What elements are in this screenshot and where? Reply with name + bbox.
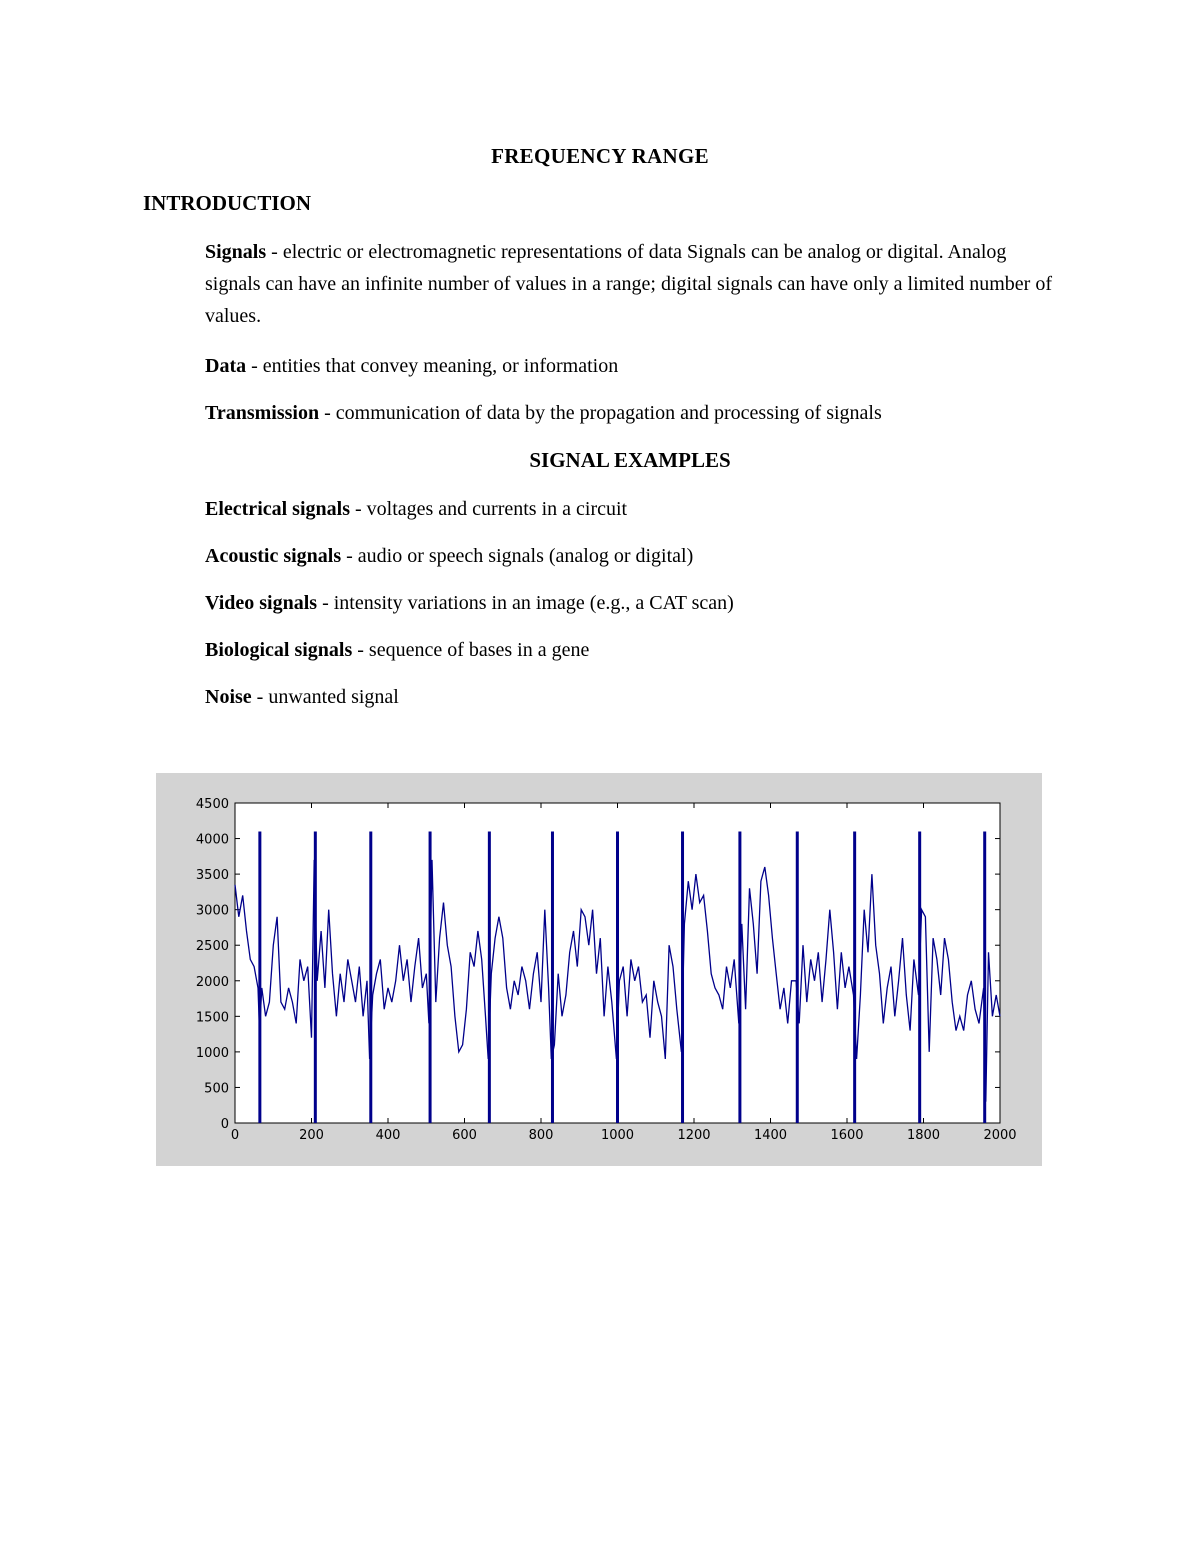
- x-tick-label: 2000: [983, 1128, 1017, 1143]
- x-tick-label: 600: [452, 1128, 477, 1143]
- y-tick-label: 4000: [195, 832, 229, 848]
- biological-text: - sequence of bases in a gene: [352, 639, 590, 661]
- signals-text: - electric or electromagnetic representations of data Signals can be analog or digital. Analog signals can have an infinite number of values in a range; digital signals can have only a limited number of values.: [205, 241, 1052, 327]
- y-tick-label: 500: [204, 1081, 229, 1097]
- signal-chart-figure: [156, 773, 1042, 1166]
- y-tick-label: 0: [220, 1117, 229, 1132]
- biological-term: Biological signals: [205, 639, 353, 661]
- y-tick-label: 3000: [195, 903, 229, 919]
- y-tick-label: 3500: [195, 868, 229, 884]
- data-term: Data: [205, 355, 247, 377]
- acoustic-term: Acoustic signals: [205, 545, 342, 567]
- video-term: Video signals: [205, 592, 318, 614]
- transmission-term: Transmission: [205, 402, 320, 424]
- y-tick-label: 2500: [195, 939, 229, 955]
- x-tick-label: 1800: [906, 1128, 941, 1143]
- signal-examples-heading: SIGNAL EXAMPLES: [529, 448, 731, 472]
- data-text: - entities that convey meaning, or information: [246, 355, 619, 377]
- signal-chart: [156, 773, 1042, 1166]
- y-tick-label: 2000: [195, 974, 229, 990]
- y-tick-label: 1500: [195, 1010, 229, 1026]
- x-tick-label: 0: [230, 1128, 240, 1143]
- y-tick-label: 1000: [195, 1045, 229, 1061]
- transmission-definition: [205, 397, 1065, 429]
- x-tick-label: 400: [375, 1128, 401, 1143]
- signals-definition: [205, 236, 1065, 332]
- x-tick-label: 1000: [600, 1128, 635, 1143]
- biological-signals-item: [205, 634, 1065, 666]
- noise-item: [205, 681, 1065, 713]
- acoustic-signals-item: [205, 540, 1065, 572]
- video-signals-item: [205, 587, 1065, 619]
- x-tick-label: 1600: [830, 1128, 864, 1143]
- video-text: - intensity variations in an image (e.g., a CAT scan): [317, 592, 734, 614]
- transmission-text: - communication of data by the propagation and processing of signals: [319, 402, 882, 424]
- electrical-signals-item: [205, 493, 1065, 525]
- x-tick-label: 200: [299, 1128, 324, 1143]
- electrical-text: - voltages and currents in a circuit: [349, 498, 628, 520]
- noise-text: - unwanted signal: [251, 686, 399, 708]
- electrical-term: Electrical signals: [205, 498, 350, 520]
- x-tick-label: 1200: [677, 1128, 711, 1143]
- acoustic-text: - audio or speech signals (analog or digital): [341, 545, 694, 567]
- x-tick-label: 1400: [753, 1128, 788, 1143]
- x-tick-label: 800: [528, 1128, 554, 1143]
- noise-term: Noise: [205, 686, 252, 708]
- introduction-heading: INTRODUCTION: [143, 191, 312, 215]
- page-title: FREQUENCY RANGE: [491, 144, 709, 168]
- y-tick-label: 4500: [195, 797, 229, 812]
- signals-term: Signals: [205, 241, 267, 263]
- data-definition: [205, 350, 1065, 382]
